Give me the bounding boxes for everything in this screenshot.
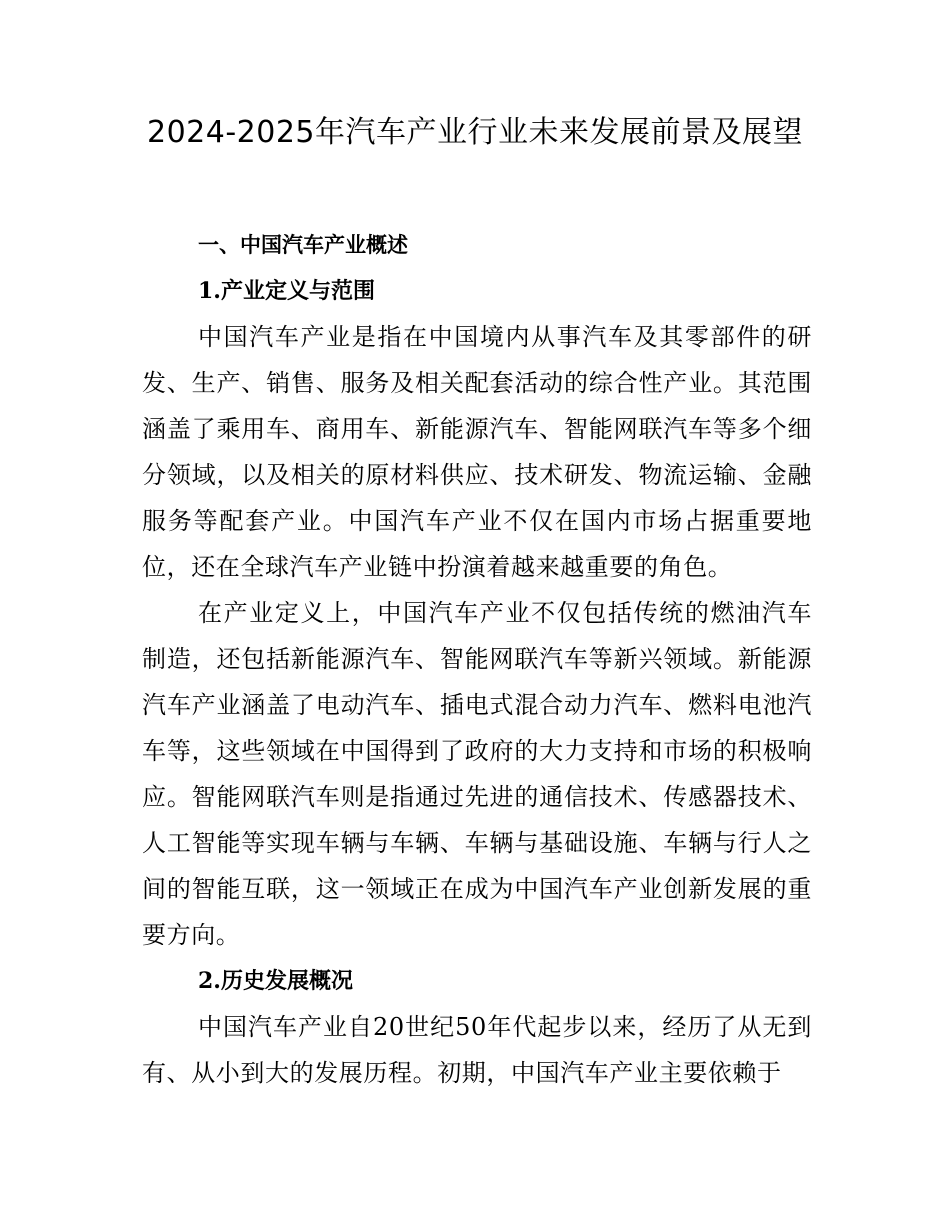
paragraph: 在产业定义上，中国汽车产业不仅包括传统的燃油汽车制造，还包括新能源汽车、智能网联汽车等新兴领域。新能源汽车产业涵盖了电动汽车、插电式混合动力汽车、燃料电池汽车等，这些领域在中国得到了政府的大力支持和市场的积极响应。智能网联汽车则是指通过先进的通信技术、传感器技术、人工智能等实现车辆与车辆、车辆与基础设施、车辆与行人之间的智能互联，这一领域正在成为中国汽车产业创新发展的重要方向。: [142, 599, 812, 949]
paragraph: 中国汽车产业自20世纪50年代起步以来，经历了从无到有、从小到大的发展历程。初期，中国汽车产业主要依赖于: [142, 1013, 812, 1087]
document-title: 2024-2025年汽车产业行业未来发展前景及展望: [146, 115, 804, 150]
paragraph: 中国汽车产业是指在中国境内从事汽车及其零部件的研发、生产、销售、服务及相关配套活动的综合性产业。其范围涵盖了乘用车、商用车、新能源汽车、智能网联汽车等多个细分领域，以及相关的原材料供应、技术研发、物流运输、金融服务等配套产业。中国汽车产业不仅在国内市场占据重要地位，还在全球汽车产业链中扮演着越来越重要的角色。: [142, 323, 812, 581]
document-body: [142, 222, 812, 1096]
section-heading: 一、中国汽车产业概述: [198, 233, 408, 257]
subsection-heading-history: 2.历史发展概况: [198, 968, 353, 994]
subsection-heading-definition: 1.产业定义与范围: [198, 278, 375, 304]
